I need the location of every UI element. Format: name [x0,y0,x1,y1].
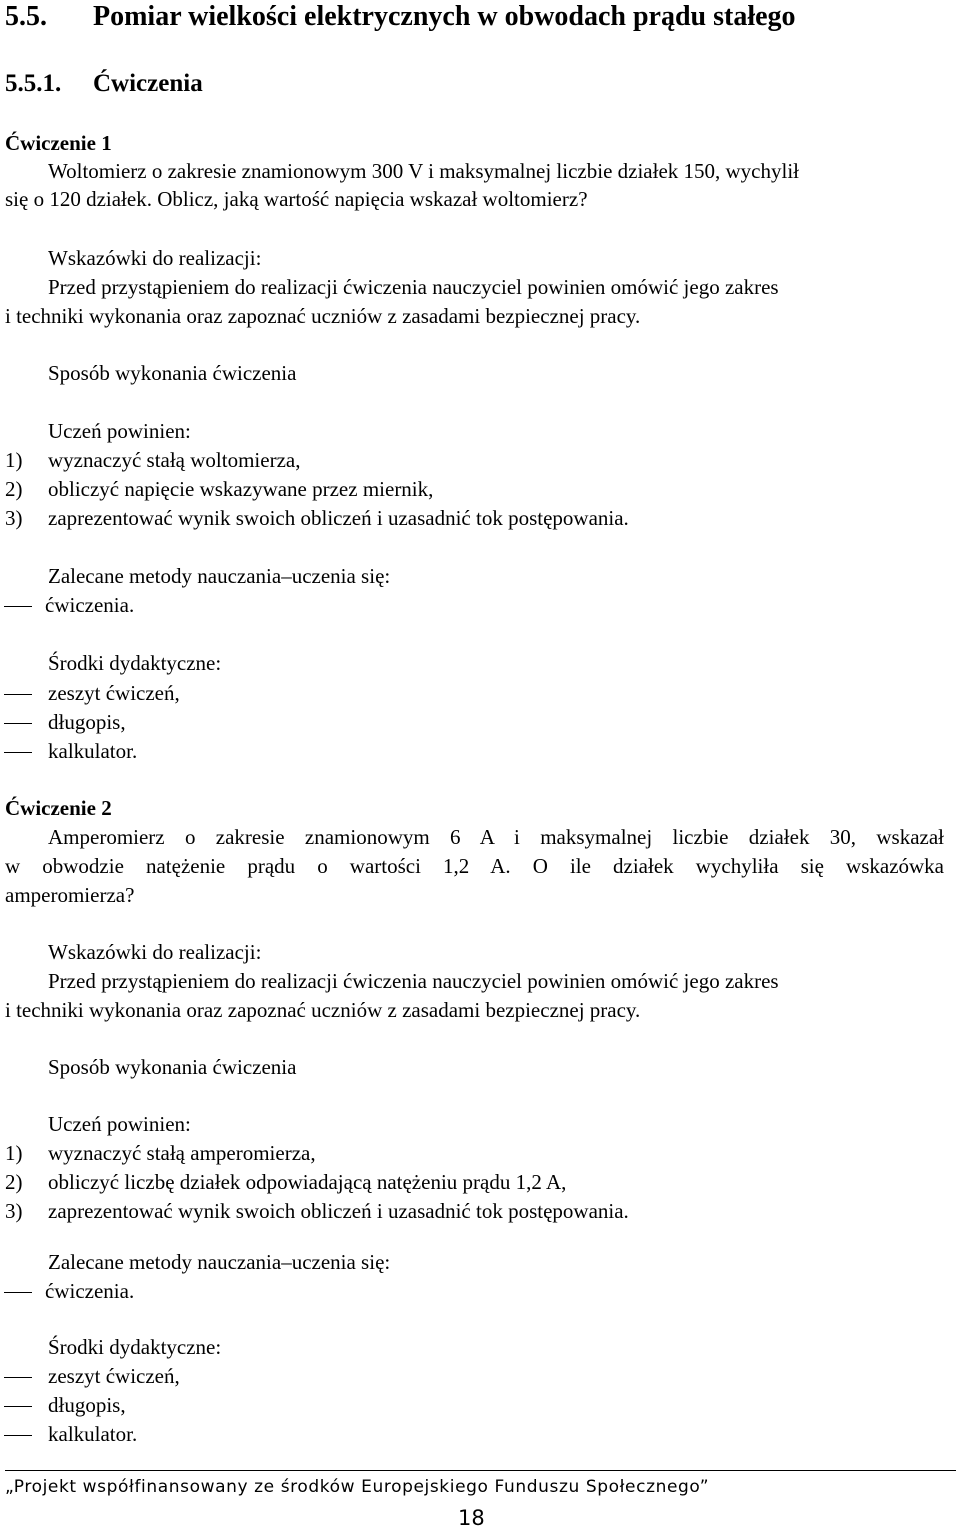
dash-bullet [4,1377,32,1378]
method-item: ćwiczenia. [45,1279,135,1303]
section-number: 5.5. [5,1,47,32]
exercise-2-hints-line: Przed przystąpieniem do realizacji ćwiczenia nauczyciel powinien omówić jego zakres [48,969,779,993]
exercise-1-hints-line: i techniki wykonania oraz zapoznać uczniów z zasadami bezpiecznej pracy. [5,304,641,328]
step-text: zaprezentować wynik swoich obliczeń i uzasadnić tok postępowania. [48,1199,629,1223]
step-number: 1) [5,1141,23,1165]
step-number: 3) [5,506,23,530]
exercise-1-hints-label: Wskazówki do realizacji: [48,246,262,270]
exercise-2-methods-label: Zalecane metody nauczania–uczenia się: [48,1250,391,1274]
exercise-2-method-label: Sposób wykonania ćwiczenia [48,1055,297,1079]
dash-bullet [4,694,32,695]
exercise-1-aids-label: Środki dydaktyczne: [48,651,222,675]
page-number: 18 [458,1506,485,1530]
aid-item: kalkulator. [48,739,138,763]
exercise-1-title: Ćwiczenie 1 [5,131,112,155]
dash-bullet [4,1292,32,1293]
footer-text: „Projekt współfinansowany ze środków Europejskiego Funduszu Społecznego” [5,1477,710,1497]
exercise-1-task-line: Woltomierz o zakresie znamionowym 300 V i maksymalnej liczbie działek 150, wychylił [48,159,800,183]
exercise-1-methods-label: Zalecane metody nauczania–uczenia się: [48,564,391,588]
subsection-number: 5.5.1. [5,70,62,97]
step-text: zaprezentować wynik swoich obliczeń i uzasadnić tok postępowania. [48,506,629,530]
step-text: wyznaczyć stałą woltomierza, [48,448,301,472]
dash-bullet [4,723,32,724]
exercise-1-student-label: Uczeń powinien: [48,419,191,443]
aid-item: zeszyt ćwiczeń, [48,681,180,705]
step-text: obliczyć napięcie wskazywane przez miernik, [48,477,434,501]
step-text: obliczyć liczbę działek odpowiadającą natężeniu prądu 1,2 A, [48,1170,567,1194]
step-number: 1) [5,448,23,472]
section-title: Pomiar wielkości elektrycznych w obwodach prądu stałego [93,1,796,32]
subsection-title: Ćwiczenia [93,70,203,97]
dash-bullet [4,1435,32,1436]
exercise-1-method-label: Sposób wykonania ćwiczenia [48,361,297,385]
exercise-2-hints-line: i techniki wykonania oraz zapoznać uczniów z zasadami bezpiecznej pracy. [5,998,641,1022]
step-number: 2) [5,477,23,501]
exercise-2-task-line: amperomierza? [5,883,135,907]
aid-item: kalkulator. [48,1422,138,1446]
step-text: wyznaczyć stałą amperomierza, [48,1141,316,1165]
exercise-2-aids-label: Środki dydaktyczne: [48,1335,222,1359]
step-number: 2) [5,1170,23,1194]
dash-bullet [4,1406,32,1407]
exercise-2-task-line: Amperomierz o zakresie znamionowym 6 A i maksymalnej liczbie działek 30, wskazał [48,825,944,849]
exercise-2-title: Ćwiczenie 2 [5,796,112,820]
aid-item: długopis, [48,710,126,734]
exercise-2-hints-label: Wskazówki do realizacji: [48,940,262,964]
aid-item: zeszyt ćwiczeń, [48,1364,180,1388]
dash-bullet [4,752,32,753]
exercise-2-task-line: w obwodzie natężenie prądu o wartości 1,2 A. O ile działek wychyliła się wskazówka [5,854,944,878]
exercise-2-student-label: Uczeń powinien: [48,1112,191,1136]
exercise-1-hints-line: Przed przystąpieniem do realizacji ćwiczenia nauczyciel powinien omówić jego zakres [48,275,779,299]
dash-bullet [4,606,32,607]
step-number: 3) [5,1199,23,1223]
method-item: ćwiczenia. [45,593,135,617]
aid-item: długopis, [48,1393,126,1417]
exercise-1-task-line: się o 120 działek. Oblicz, jaką wartość napięcia wskazał woltomierz? [5,187,588,211]
footer-divider [5,1470,956,1471]
